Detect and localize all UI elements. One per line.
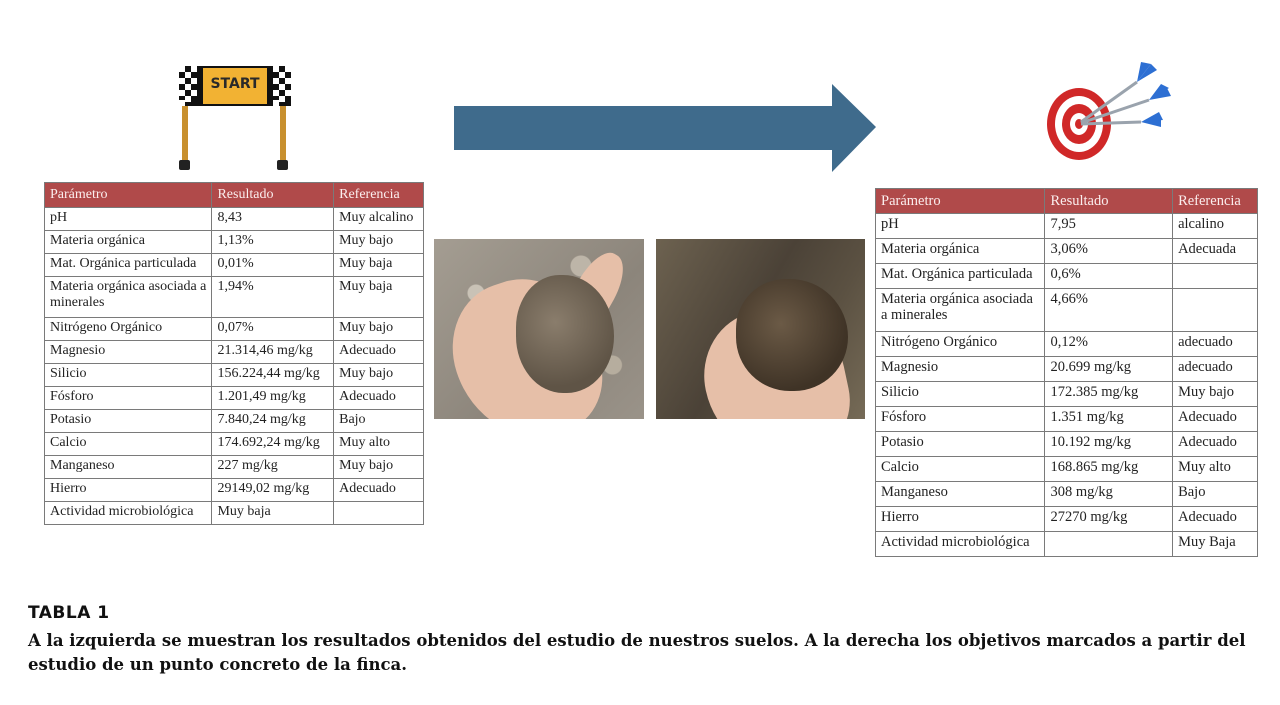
caption-label: TABLA 1 bbox=[28, 603, 110, 623]
objectives-table-right bbox=[875, 188, 1258, 557]
cell-referencia: Adecuada bbox=[1173, 239, 1258, 264]
cell-resultado: 29149,02 mg/kg bbox=[212, 479, 334, 502]
table-header-row bbox=[876, 189, 1258, 214]
cell-referencia: Adecuado bbox=[1173, 432, 1258, 457]
soil-photo-after bbox=[656, 239, 865, 419]
table-row bbox=[45, 277, 424, 318]
cell-parametro: pH bbox=[876, 214, 1045, 239]
table-row bbox=[876, 357, 1258, 382]
cell-referencia: adecuado bbox=[1173, 357, 1258, 382]
cell-parametro: Nitrógeno Orgánico bbox=[876, 332, 1045, 357]
table-row bbox=[876, 407, 1258, 432]
table-header-row bbox=[45, 183, 424, 208]
cell-parametro: Hierro bbox=[45, 479, 212, 502]
cell-parametro: Magnesio bbox=[876, 357, 1045, 382]
cell-resultado: 308 mg/kg bbox=[1045, 482, 1173, 507]
cell-parametro: Mat. Orgánica particulada bbox=[876, 264, 1045, 289]
table-row bbox=[876, 264, 1258, 289]
cell-resultado: 1.351 mg/kg bbox=[1045, 407, 1173, 432]
cell-referencia: adecuado bbox=[1173, 332, 1258, 357]
table-row bbox=[45, 433, 424, 456]
cell-parametro: Materia orgánica bbox=[45, 231, 212, 254]
cell-referencia: Muy bajo bbox=[334, 231, 424, 254]
cell-referencia: Muy bajo bbox=[334, 456, 424, 479]
cell-resultado: 21.314,46 mg/kg bbox=[212, 341, 334, 364]
cell-resultado: 7.840,24 mg/kg bbox=[212, 410, 334, 433]
target-icon bbox=[1045, 60, 1180, 168]
table-row bbox=[876, 482, 1258, 507]
table-row bbox=[45, 410, 424, 433]
cell-referencia: Adecuado bbox=[334, 387, 424, 410]
cell-resultado bbox=[1045, 532, 1173, 557]
soil-photo-before bbox=[434, 239, 644, 419]
cell-referencia: Adecuado bbox=[1173, 407, 1258, 432]
cell-resultado: 174.692,24 mg/kg bbox=[212, 433, 334, 456]
cell-resultado: 0,01% bbox=[212, 254, 334, 277]
header-resultado: Resultado bbox=[212, 183, 334, 208]
cell-referencia: Muy bajo bbox=[1173, 382, 1258, 407]
header-parametro: Parámetro bbox=[45, 183, 212, 208]
table-row bbox=[45, 364, 424, 387]
cell-referencia: Muy alto bbox=[334, 433, 424, 456]
table-row bbox=[876, 214, 1258, 239]
cell-parametro: Materia orgánica bbox=[876, 239, 1045, 264]
cell-referencia bbox=[1173, 264, 1258, 289]
table-row bbox=[876, 332, 1258, 357]
cell-referencia: alcalino bbox=[1173, 214, 1258, 239]
table-row bbox=[876, 289, 1258, 332]
cell-resultado: Muy baja bbox=[212, 502, 334, 525]
cell-parametro: Actividad microbiológica bbox=[45, 502, 212, 525]
table-row bbox=[876, 532, 1258, 557]
table-row bbox=[45, 479, 424, 502]
cell-referencia: Adecuado bbox=[334, 479, 424, 502]
table-row bbox=[45, 387, 424, 410]
cell-parametro: Materia orgánica asociada a minerales bbox=[45, 277, 212, 318]
cell-parametro: Potasio bbox=[876, 432, 1045, 457]
start-sign-label: START bbox=[210, 76, 260, 92]
cell-resultado: 156.224,44 mg/kg bbox=[212, 364, 334, 387]
cell-referencia: Bajo bbox=[1173, 482, 1258, 507]
cell-resultado: 27270 mg/kg bbox=[1045, 507, 1173, 532]
cell-resultado: 4,66% bbox=[1045, 289, 1173, 332]
cell-referencia: Muy bajo bbox=[334, 364, 424, 387]
cell-referencia: Muy alto bbox=[1173, 457, 1258, 482]
table-row bbox=[45, 208, 424, 231]
cell-referencia: Bajo bbox=[334, 410, 424, 433]
cell-resultado: 0,07% bbox=[212, 318, 334, 341]
cell-parametro: Materia orgánica asociada a minerales bbox=[876, 289, 1045, 332]
cell-parametro: Fósforo bbox=[876, 407, 1045, 432]
header-referencia: Referencia bbox=[1173, 189, 1258, 214]
cell-resultado: 0,12% bbox=[1045, 332, 1173, 357]
cell-referencia: Muy bajo bbox=[334, 318, 424, 341]
cell-parametro: Manganeso bbox=[876, 482, 1045, 507]
cell-parametro: Nitrógeno Orgánico bbox=[45, 318, 212, 341]
cell-parametro: Fósforo bbox=[45, 387, 212, 410]
header-parametro: Parámetro bbox=[876, 189, 1045, 214]
cell-parametro: Silicio bbox=[45, 364, 212, 387]
table-row bbox=[876, 432, 1258, 457]
cell-parametro: Magnesio bbox=[45, 341, 212, 364]
table-row bbox=[45, 318, 424, 341]
cell-resultado: 7,95 bbox=[1045, 214, 1173, 239]
cell-resultado: 3,06% bbox=[1045, 239, 1173, 264]
cell-parametro: pH bbox=[45, 208, 212, 231]
cell-referencia: Adecuado bbox=[334, 341, 424, 364]
cell-resultado: 1,94% bbox=[212, 277, 334, 318]
table-row bbox=[45, 341, 424, 364]
table-row bbox=[876, 457, 1258, 482]
cell-referencia: Muy baja bbox=[334, 277, 424, 318]
cell-resultado: 172.385 mg/kg bbox=[1045, 382, 1173, 407]
caption-text: A la izquierda se muestran los resultados obtenidos del estudio de nuestros suelos. A la derecha los objetivos marcados a partir del estudio de un punto concreto de la finca. bbox=[28, 631, 1246, 674]
table-row bbox=[45, 231, 424, 254]
cell-parametro: Potasio bbox=[45, 410, 212, 433]
table-row bbox=[876, 507, 1258, 532]
cell-parametro: Silicio bbox=[876, 382, 1045, 407]
cell-parametro: Calcio bbox=[45, 433, 212, 456]
cell-resultado: 1,13% bbox=[212, 231, 334, 254]
cell-parametro: Calcio bbox=[876, 457, 1045, 482]
cell-referencia: Muy alcalino bbox=[334, 208, 424, 231]
header-referencia: Referencia bbox=[334, 183, 424, 208]
right-arrow-icon bbox=[454, 84, 878, 174]
cell-parametro: Mat. Orgánica particulada bbox=[45, 254, 212, 277]
table-row bbox=[876, 239, 1258, 264]
results-table-left bbox=[44, 182, 424, 525]
cell-resultado: 0,6% bbox=[1045, 264, 1173, 289]
cell-parametro: Manganeso bbox=[45, 456, 212, 479]
table-row bbox=[45, 456, 424, 479]
header-resultado: Resultado bbox=[1045, 189, 1173, 214]
table-row bbox=[45, 502, 424, 525]
cell-parametro: Hierro bbox=[876, 507, 1045, 532]
table-row bbox=[876, 382, 1258, 407]
table-row bbox=[45, 254, 424, 277]
cell-resultado: 1.201,49 mg/kg bbox=[212, 387, 334, 410]
cell-referencia bbox=[334, 502, 424, 525]
cell-referencia: Muy Baja bbox=[1173, 532, 1258, 557]
cell-resultado: 20.699 mg/kg bbox=[1045, 357, 1173, 382]
cell-resultado: 8,43 bbox=[212, 208, 334, 231]
cell-resultado: 168.865 mg/kg bbox=[1045, 457, 1173, 482]
cell-resultado: 10.192 mg/kg bbox=[1045, 432, 1173, 457]
cell-referencia: Muy baja bbox=[334, 254, 424, 277]
cell-resultado: 227 mg/kg bbox=[212, 456, 334, 479]
cell-referencia bbox=[1173, 289, 1258, 332]
cell-parametro: Actividad microbiológica bbox=[876, 532, 1045, 557]
cell-referencia: Adecuado bbox=[1173, 507, 1258, 532]
